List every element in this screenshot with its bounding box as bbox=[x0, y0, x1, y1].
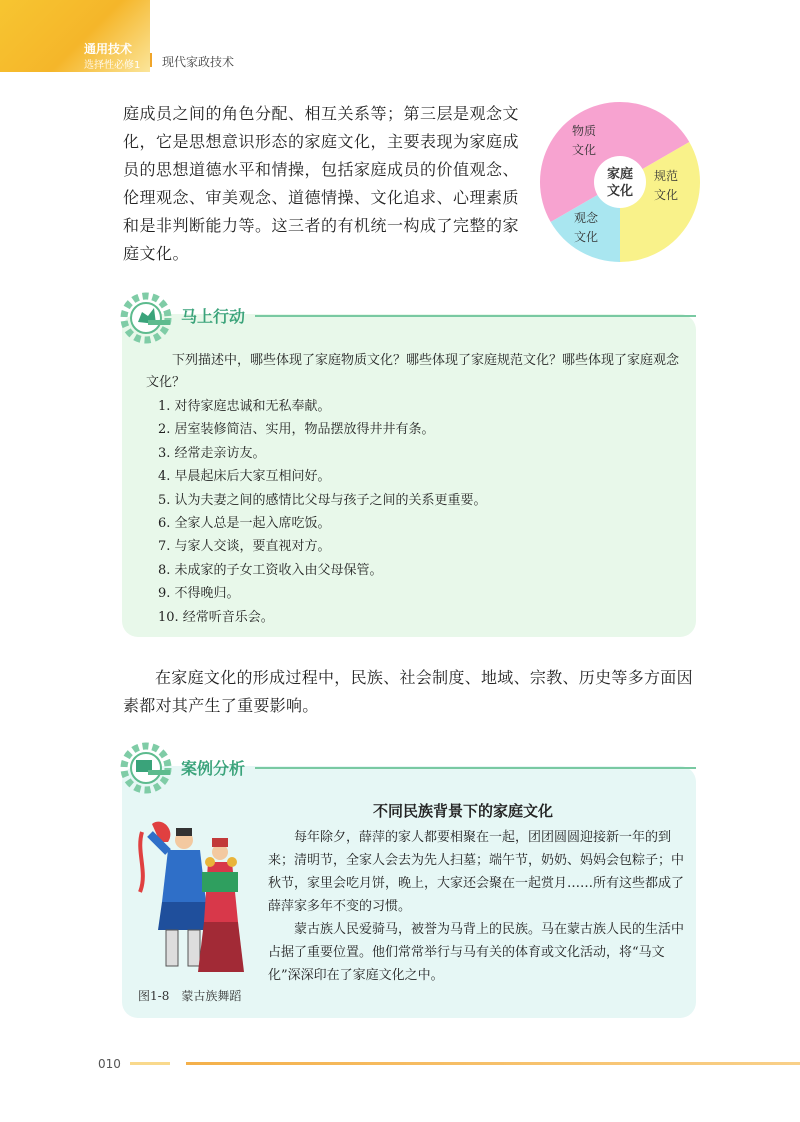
list-item: 10. 经常听音乐会。 bbox=[158, 609, 274, 625]
diagram-center bbox=[594, 156, 646, 208]
gear-icon bbox=[118, 290, 180, 346]
activity-description: 下列描述中，哪些体现了家庭物质文化？哪些体现了家庭规范文化？哪些体现了家庭观念文化？ bbox=[146, 353, 680, 390]
footer-rule bbox=[186, 1062, 800, 1065]
case-heading: 不同民族背景下的家庭文化 bbox=[373, 802, 554, 820]
sector-label-concept-2: 文化 bbox=[573, 230, 599, 244]
case-title-label: 案例分析 bbox=[181, 759, 246, 778]
sector-label-norm-1: 规范 bbox=[653, 169, 679, 183]
page-number: 010 bbox=[98, 1057, 121, 1071]
list-item: 3. 经常走亲访友。 bbox=[158, 445, 266, 461]
list-item: 5. 认为夫妻之间的感情比父母与孩子之间的关系更重要。 bbox=[158, 492, 487, 508]
figure-caption: 图1-8 蒙古族舞蹈 bbox=[138, 989, 242, 1003]
case-paragraph-1: 每年除夕，薛萍的家人都要相聚在一起，团团圆圆迎接新一年的到来；清明节，全家人会去为先人扫墓；端午节，奶奶、妈妈会包粽子；中秋节，家里会吃月饼，晚上，大家还会聚在一起赏月……所有这些都成了薛萍家多年不变的习惯。 bbox=[268, 830, 685, 914]
list-item: 2. 居室装修简洁、实用，物品摆放得井井有条。 bbox=[158, 422, 435, 438]
activity-title: 马上行动 bbox=[181, 307, 246, 326]
body-paragraph: 在家庭文化的形成过程中，民族、社会制度、地域、宗教、历史等多方面因素都对其产生了重要影响。 bbox=[123, 668, 693, 715]
list-item: 6. 全家人总是一起入席吃饭。 bbox=[158, 516, 331, 532]
mongolian-dance-illustration bbox=[132, 812, 258, 984]
intro-paragraph: 庭成员之间的角色分配、相互关系等；第三层是观念文化，它是思想意识形态的家庭文化，主要表现为家庭成员的思想道德水平和情操，包括家庭成员的价值观念、伦理观念、审美观念、道德情操、文化追求、心理素质和是非判断能力等。这三者的有机统一构成了完整的家庭文化。 bbox=[123, 104, 520, 263]
sector-label-material-1: 物质 bbox=[571, 124, 597, 138]
list-item: 4. 早晨起床后大家互相问好。 bbox=[158, 469, 331, 485]
sector-label-material-2: 文化 bbox=[571, 143, 597, 157]
list-item: 7. 与家人交谈，要直视对方。 bbox=[158, 539, 331, 555]
activity-list bbox=[158, 395, 487, 629]
center-label-2: 文化 bbox=[606, 184, 634, 199]
header-divider bbox=[150, 53, 152, 67]
chapter-title: 现代家政技术 bbox=[162, 55, 235, 69]
book-title: 通用技术 bbox=[84, 42, 133, 56]
case-title-rule bbox=[255, 767, 696, 769]
sector-label-concept-1: 观念 bbox=[573, 211, 599, 225]
activity-title-rule bbox=[255, 315, 696, 317]
center-label-1: 家庭 bbox=[606, 167, 634, 182]
sector-label-norm-2: 文化 bbox=[653, 188, 679, 202]
book-subtitle: 选择性必修1 bbox=[84, 60, 141, 71]
list-item: 8. 未成家的子女工资收入由父母保管。 bbox=[158, 562, 383, 578]
family-culture-diagram bbox=[538, 100, 702, 264]
case-paragraph-2: 蒙古族人民爱骑马，被誉为马背上的民族。马在蒙古族人民的生活中占据了重要位置。他们常常举行与马有关的体育或文化活动，将“马文化”深深印在了家庭文化之中。 bbox=[268, 922, 685, 983]
gear-icon bbox=[118, 740, 180, 796]
list-item: 1. 对待家庭忠诚和无私奉献。 bbox=[158, 399, 331, 414]
footer-rule-short bbox=[130, 1062, 170, 1065]
list-item: 9. 不得晚归。 bbox=[158, 586, 240, 602]
